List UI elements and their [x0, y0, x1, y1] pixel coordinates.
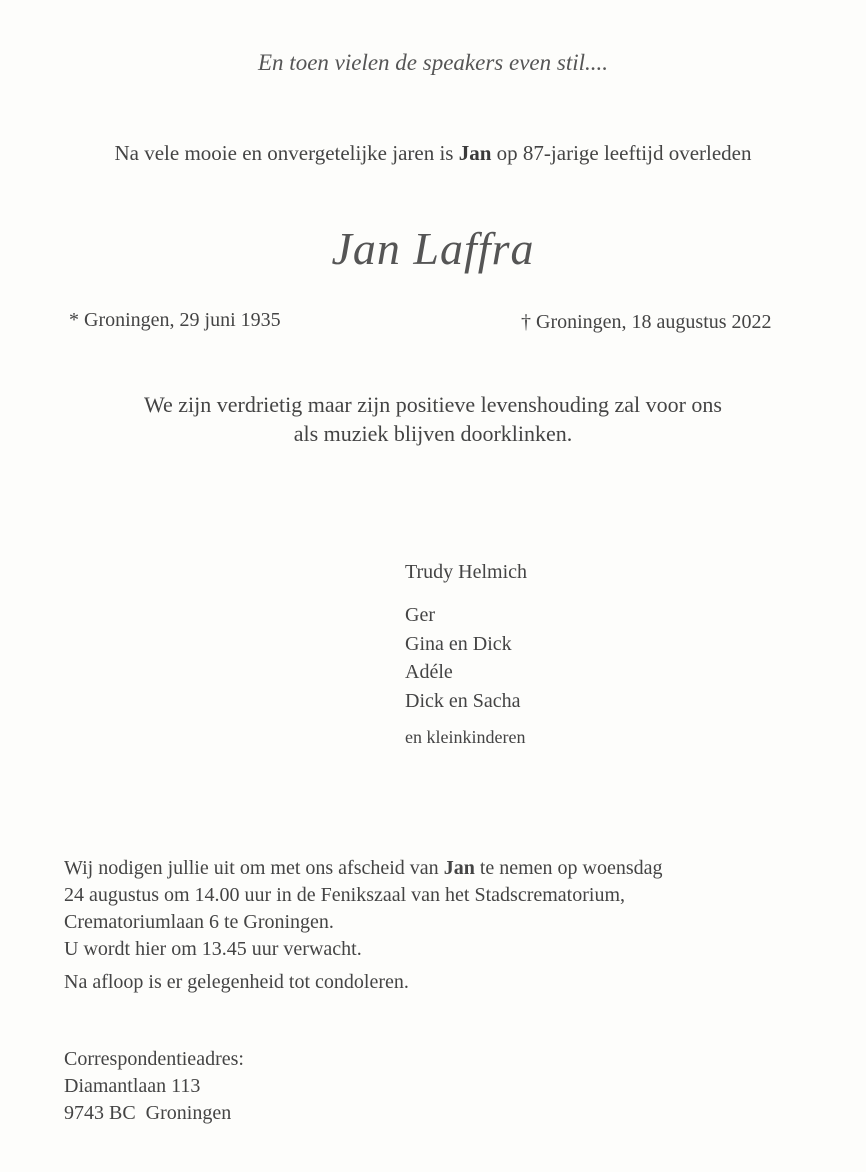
condolence-line: Na afloop is er gelegenheid tot condoleren.	[64, 971, 409, 993]
invitation	[64, 855, 663, 996]
address-street: Diamantlaan 113	[64, 1075, 201, 1097]
address-label: Correspondentieadres:	[64, 1048, 244, 1070]
family-partner: Trudy Helmich	[405, 561, 528, 583]
death-date: † Groningen, 18 augustus 2022	[521, 311, 772, 333]
family-member: Gina en Dick	[405, 633, 512, 655]
family-member: Adéle	[405, 661, 453, 683]
invitation-text: Wij nodigen jullie uit om met ons afscheid van	[64, 857, 444, 879]
invitation-line-3: Crematoriumlaan 6 te Groningen.	[64, 911, 334, 933]
birth-date: * Groningen, 29 juni 1935	[69, 309, 281, 331]
correspondence-address	[64, 1046, 244, 1127]
family-member: Dick en Sacha	[405, 690, 521, 712]
invitation-line-4: U wordt hier om 13.45 uur verwacht.	[64, 938, 362, 960]
intro-text-before: Na vele mooie en onvergetelijke jaren is	[114, 141, 459, 165]
invitation-line-2: 24 augustus om 14.00 uur in de Fenikszaal van het Stadscrematorium,	[64, 884, 626, 906]
memorial-quote	[0, 390, 866, 448]
invitation-line-1	[64, 855, 663, 882]
deceased-name: Jan Laffra	[331, 223, 535, 274]
family-member: Ger	[405, 604, 435, 626]
intro-name: Jan	[458, 141, 492, 165]
quote-line-1: We zijn verdrietig maar zijn positieve levenshouding zal voor ons	[143, 392, 722, 417]
intro-text-after: op 87-jarige leeftijd overleden	[491, 141, 752, 165]
quote-line-2: als muziek blijven doorklinken.	[293, 421, 573, 446]
tagline: En toen vielen de speakers even stil....	[258, 50, 608, 75]
address-city: 9743 BC Groningen	[64, 1102, 232, 1124]
family-grandchildren: en kleinkinderen	[405, 727, 526, 747]
invitation-name: Jan	[443, 857, 475, 879]
invitation-text: te nemen op woensdag	[474, 857, 663, 879]
intro-sentence	[0, 141, 866, 166]
